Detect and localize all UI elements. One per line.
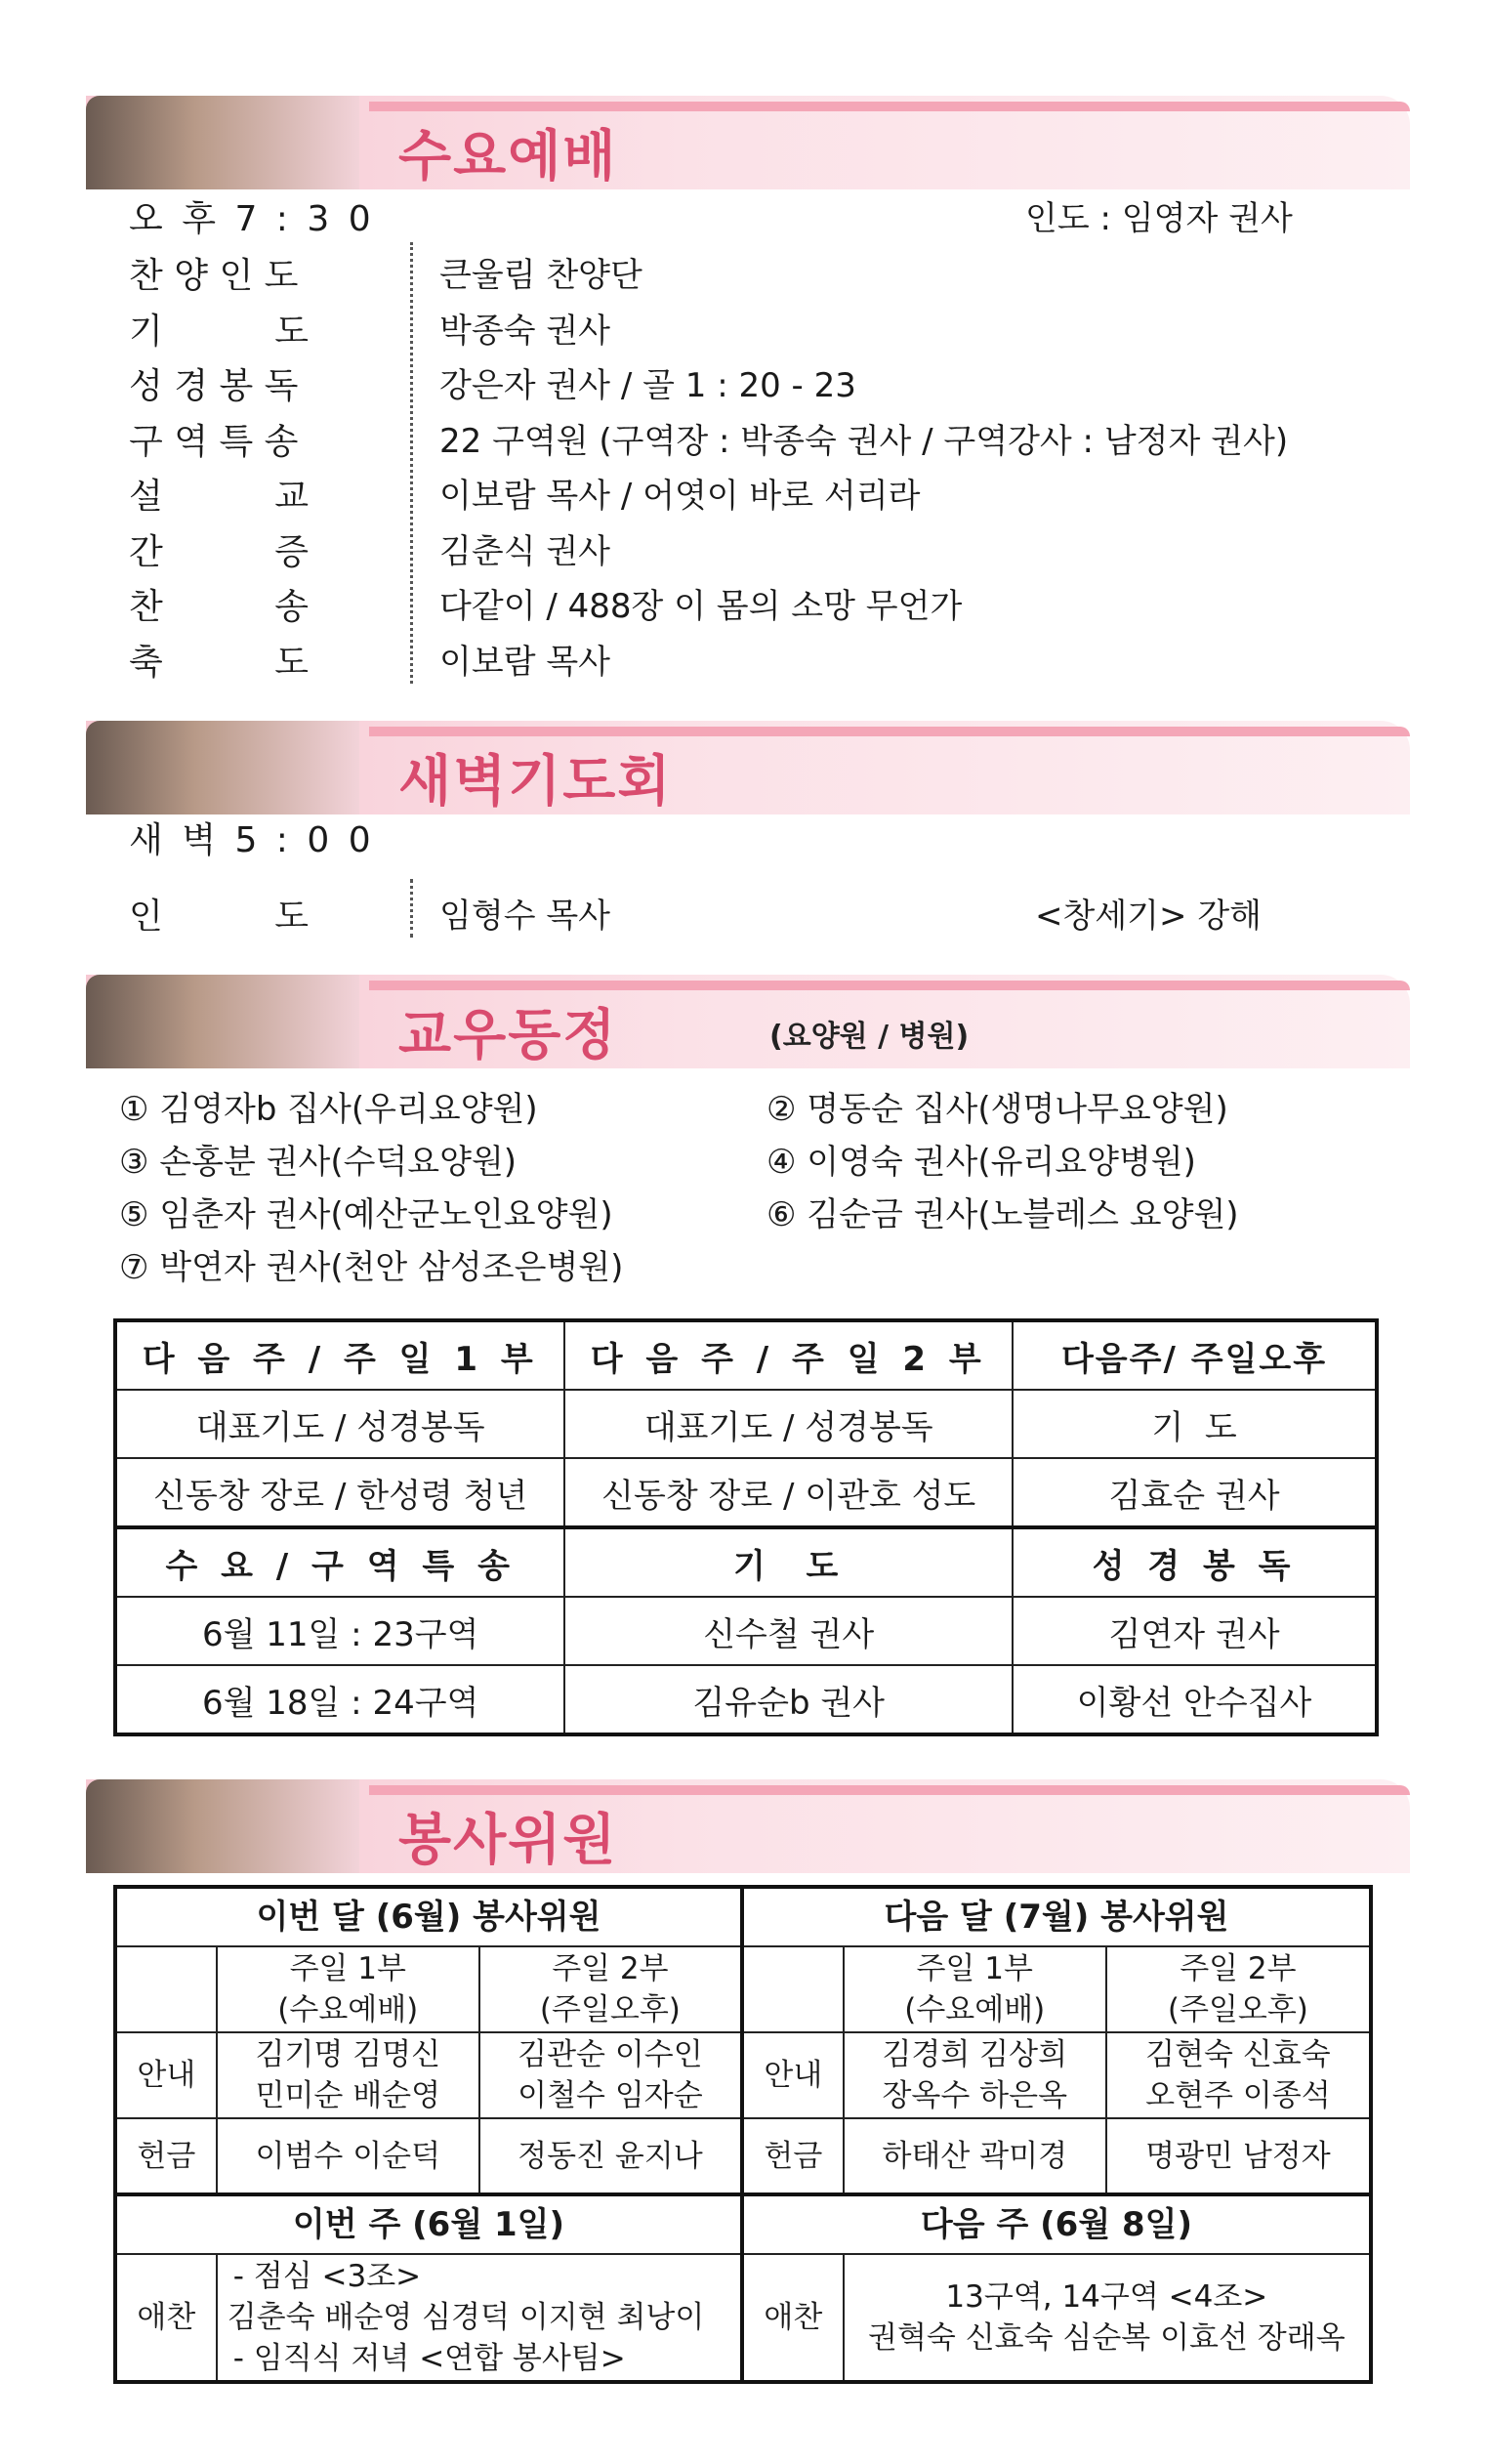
- table-cell: 6월 18일 : 24구역: [115, 1665, 564, 1734]
- table-cell: [479, 1946, 742, 2032]
- table-cell: [217, 2032, 479, 2118]
- col-sublabel: (수요예배): [277, 1992, 419, 2027]
- dotted-divider: [410, 242, 413, 684]
- table-row: [115, 2254, 1371, 2382]
- lunch-line: 13구역, 14구역 <4조>: [945, 2279, 1268, 2315]
- table-cell: 하태산 곽미경: [844, 2118, 1106, 2194]
- members-section-header: [86, 975, 1410, 1068]
- table-cell: [1106, 1946, 1371, 2032]
- row-label: 안내: [115, 2032, 217, 2118]
- table-cell: 기 도: [1013, 1390, 1377, 1458]
- table-cell: 이범수 이순덕: [217, 2118, 479, 2194]
- table-row: [115, 2032, 1371, 2118]
- row-label: 헌금: [115, 2118, 217, 2194]
- table-cell: 김유순b 권사: [564, 1665, 1013, 1734]
- table-header: 기 도: [564, 1527, 1013, 1597]
- table-row: [115, 1887, 1371, 1946]
- dawn-leader: 임형수 목사: [439, 897, 611, 936]
- table-cell: [479, 2032, 742, 2118]
- table-row: [115, 1390, 1377, 1458]
- header-photo: [86, 975, 359, 1068]
- col-label: 주일 1부: [916, 1951, 1033, 1986]
- col-label: 주일 2부: [1180, 1951, 1297, 1986]
- order-label: 성 경 봉 독: [129, 366, 299, 406]
- dawn-time: 새 벽 5 : 0 0: [129, 820, 375, 860]
- names: 김관순 이수인: [518, 2037, 703, 2072]
- row-label: 헌금: [742, 2118, 844, 2194]
- col-label: 주일 1부: [289, 1951, 406, 1986]
- table-cell: [217, 1946, 479, 2032]
- order-value: 다같이 / 488장 이 몸의 소망 무언가: [439, 587, 963, 626]
- table-cell: [844, 1946, 1106, 2032]
- table-header: 다음 주 (6월 8일): [742, 2194, 1371, 2254]
- dotted-divider: [410, 879, 413, 938]
- order-value: 큰울림 찬양단: [439, 256, 642, 295]
- table-cell: [742, 1946, 844, 2032]
- order-value: 박종숙 권사: [439, 312, 611, 351]
- list-item: ① 김영자b 집사(우리요양원): [119, 1090, 538, 1129]
- order-label: 구 역 특 송: [129, 422, 299, 462]
- table-row: [115, 1320, 1377, 1390]
- table-header: 이번 달 (6월) 봉사위원: [115, 1887, 742, 1946]
- wednesday-section-header: [86, 96, 1410, 189]
- lunch-line: - 점심 <3조>: [232, 2259, 422, 2294]
- row-label: 애찬: [115, 2254, 217, 2382]
- names: 오현주 이종석: [1145, 2078, 1331, 2113]
- order-value: 22 구역원 (구역장 : 박종숙 권사 / 구역강사 : 남정자 권사): [439, 422, 1289, 461]
- table-header: 다음주/ 주일오후: [1013, 1320, 1377, 1390]
- table-cell: 신수철 권사: [564, 1597, 1013, 1665]
- order-value: 이보람 목사: [439, 643, 611, 682]
- table-cell: 신동창 장로 / 한성령 청년: [115, 1458, 564, 1527]
- order-label: 축 도: [129, 643, 309, 683]
- list-item: ② 명동순 집사(생명나무요양원): [766, 1090, 1228, 1129]
- table-cell: [115, 1946, 217, 2032]
- table-cell: 명광민 남정자: [1106, 2118, 1371, 2194]
- next-week-table: [113, 1318, 1379, 1736]
- col-sublabel: (주일오후): [1167, 1992, 1308, 2027]
- table-cell: 정동진 윤지나: [479, 2118, 742, 2194]
- names: 장옥수 하은옥: [882, 2078, 1068, 2113]
- table-cell: [1106, 2032, 1371, 2118]
- order-label: 기 도: [129, 312, 309, 352]
- col-label: 주일 2부: [552, 1951, 669, 1986]
- lunch-line: 권혁숙 신효숙 심순복 이효선 장래옥: [868, 2320, 1346, 2356]
- order-label: 찬 양 인 도: [129, 256, 299, 296]
- dawn-section-header: [86, 721, 1410, 814]
- table-cell: [844, 2254, 1371, 2382]
- table-cell: 6월 11일 : 23구역: [115, 1597, 564, 1665]
- table-row: [115, 1946, 1371, 2032]
- list-item: ⑥ 김순금 권사(노블레스 요양원): [766, 1195, 1239, 1234]
- table-header: 수 요 / 구 역 특 송: [115, 1527, 564, 1597]
- col-sublabel: (주일오후): [539, 1992, 681, 2027]
- section-title: 봉사위원: [398, 1809, 618, 1872]
- table-cell: [217, 2254, 742, 2382]
- list-item: ④ 이영숙 권사(유리요양병원): [766, 1143, 1196, 1182]
- table-row: [115, 1527, 1377, 1597]
- table-row: [115, 2118, 1371, 2194]
- dawn-note: <창세기> 강해: [1035, 897, 1263, 936]
- table-cell: 대표기도 / 성경봉독: [564, 1390, 1013, 1458]
- list-item: ⑦ 박연자 권사(천안 삼성조은병원): [119, 1248, 624, 1287]
- names: 김현숙 신효숙: [1145, 2037, 1331, 2072]
- order-label: 찬 송: [129, 587, 309, 627]
- order-value: 이보람 목사 / 어엿이 바로 서리라: [439, 477, 921, 516]
- list-item: ③ 손홍분 권사(수덕요양원): [119, 1143, 518, 1182]
- section-title: 새벽기도회: [398, 750, 673, 814]
- header-photo: [86, 1779, 359, 1873]
- order-label: 설 교: [129, 477, 309, 517]
- names: 김경희 김상희: [882, 2037, 1068, 2072]
- table-cell: 신동창 장로 / 이관호 성도: [564, 1458, 1013, 1527]
- dawn-label: 인 도: [129, 897, 309, 937]
- order-label: 간 증: [129, 532, 309, 572]
- table-header: 이번 주 (6월 1일): [115, 2194, 742, 2254]
- table-row: [115, 1458, 1377, 1527]
- row-label: 애찬: [742, 2254, 844, 2382]
- table-header: 다 음 주 / 주 일 2 부: [564, 1320, 1013, 1390]
- section-title: 교우동정: [398, 1004, 618, 1067]
- wed-leader: 인도 : 임영자 권사: [1025, 199, 1293, 238]
- table-cell: 대표기도 / 성경봉독: [115, 1390, 564, 1458]
- section-subtitle: (요양원 / 병원): [769, 1020, 970, 1054]
- table-cell: 김효순 권사: [1013, 1458, 1377, 1527]
- row-label: 안내: [742, 2032, 844, 2118]
- table-row: [115, 1665, 1377, 1734]
- order-value: 강은자 권사 / 골 1 : 20 - 23: [439, 366, 856, 405]
- order-value: 김춘식 권사: [439, 532, 611, 571]
- table-row: [115, 2194, 1371, 2254]
- table-header: 다음 달 (7월) 봉사위원: [742, 1887, 1371, 1946]
- table-header: 성 경 봉 독: [1013, 1527, 1377, 1597]
- names: 이철수 임자순: [518, 2078, 703, 2113]
- table-row: [115, 1597, 1377, 1665]
- wed-time: 오 후 7 : 3 0: [129, 199, 375, 239]
- lunch-line: 김춘숙 배순영 심경덕 이지현 최낭이: [227, 2300, 705, 2335]
- table-cell: 이황선 안수집사: [1013, 1665, 1377, 1734]
- lunch-line: - 임직식 저녁 <연합 봉사팀>: [232, 2341, 626, 2376]
- section-title: 수요예배: [398, 125, 618, 188]
- col-sublabel: (수요예배): [904, 1992, 1046, 2027]
- service-table: [113, 1885, 1373, 2384]
- header-photo: [86, 96, 359, 189]
- list-item: ⑤ 임춘자 권사(예산군노인요양원): [119, 1195, 613, 1234]
- table-header: 다 음 주 / 주 일 1 부: [115, 1320, 564, 1390]
- table-cell: 김연자 권사: [1013, 1597, 1377, 1665]
- service-section-header: [86, 1779, 1410, 1873]
- names: 김기명 김명신: [255, 2037, 441, 2072]
- names: 민미순 배순영: [255, 2078, 441, 2113]
- header-photo: [86, 721, 359, 814]
- table-cell: [844, 2032, 1106, 2118]
